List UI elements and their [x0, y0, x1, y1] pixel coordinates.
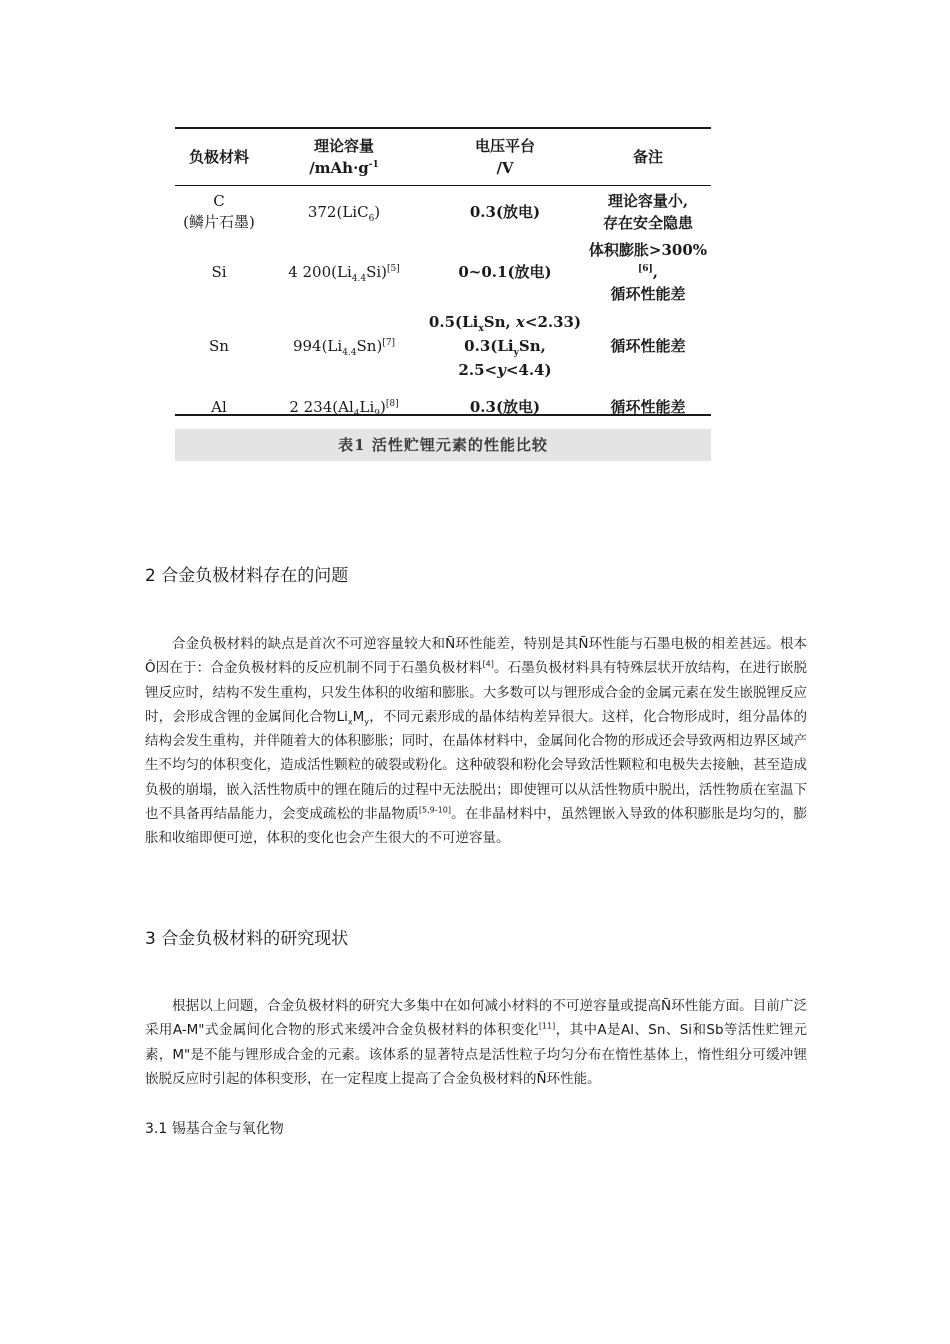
table-row	[175, 305, 711, 387]
section-heading-3: 3 合金负极材料的研究现状	[145, 929, 349, 949]
header-capacity: 理论容量 $/mAh\cdot g^{-1}$	[309, 137, 379, 177]
cell-note: 循环性能差	[610, 398, 686, 416]
cell-voltage: $0.5(Li_xSn$, x<2.33) $0.3(Li_ySn$, 2.5<y<4.4)	[428, 313, 582, 379]
header-note: 备注	[632, 148, 663, 166]
section-2-paragraph: 合金负极材料的缺点是首次不可逆容量较大和Ñ环性能差，特别是其Ñ环性能与石墨电极的相差甚远。根本Ô因在于：合金负极材料的反应机制不同于石墨负极材料[4]。石墨负极材料具有特殊层状开放结构，在进行嵌脱锂反应时，结构不发生重构，只发生体积的收缩和膨胀。大多数可以与锂形成合金的金属元素在发生嵌脱锂反应时，会形成含锂的金属间化合物$Li_xM_y$，不同元素形成的晶体结构差异很大。这样，化合物形成时，组分晶体的结构会发生重构，并伴随着大的体积膨胀；同时，在晶体材料中，金属间化合物的形成还会导致两相边界区域产生不均匀的体积变化，造成活性颗粒的破裂或粉化。这种破裂和粉化会导致活性颗粒和电极失去接触，甚至造成负极的崩塌，嵌入活性物质中的锂在随后的过程中无法脱出；即使锂可以从活性物质中脱出，活性物质在室温下也不具备再结晶能力，会变成疏松的非晶物质[5,9-10]。在非晶材料中，虽然锂嵌入导致的体积膨胀是均匀的，膨胀和收缩即便可逆，体积的变化也会产生很大的不可逆容量。	[145, 636, 808, 847]
cell-capacity: 4 $200(Li_{4.4}Si)[5]$	[288, 263, 400, 284]
cell-material: Al	[211, 397, 227, 416]
cell-note: 体积膨胀>300%[6], 循环性能差	[588, 241, 708, 303]
cell-voltage: 0.3(放电)	[469, 202, 541, 221]
cell-voltage: 0~0.1(放电)	[458, 263, 552, 281]
table-row	[175, 184, 711, 239]
cell-voltage: 0.3(放电)	[469, 398, 541, 416]
section-3-paragraph: 根据以上问题，合金负极材料的研究大多集中在如何减小材料的不可逆容量或提高Ñ环性能方面。目前广泛采用A-M"式金属间化合物的形式来缓冲合金负极材料的体积变化[11]，其中A是Al、Sn、Si和Sb等活性贮锂元素，M"是不能与锂形成合金的元素。该体系的显著特点是活性粒子均匀分布在惰性基体上，惰性组分可缓冲锂嵌脱反应时引起的体积变形，在一定程度上提高了合金负极材料的Ñ环性能。	[145, 998, 807, 1087]
cell-capacity: 2 $234(Al_4Li_9)[8]$	[289, 398, 399, 419]
table-figure	[175, 127, 711, 461]
table-row	[175, 387, 711, 427]
table-caption: 表1 活性贮锂元素的性能比较	[175, 429, 711, 461]
table-header-row	[175, 130, 711, 184]
cell-capacity: $994(Li_{4.4}Sn)[7]$	[292, 337, 396, 358]
cell-material: Si	[211, 262, 227, 281]
header-voltage: 电压平台 /V	[474, 137, 535, 177]
table-row	[175, 239, 711, 305]
section-heading-2: 2 合金负极材料存在的问题	[145, 566, 349, 586]
section-heading-3-1: 3.1 锡基合金与氧化物	[145, 1121, 284, 1137]
table-top-rule	[175, 127, 711, 129]
properties-table	[175, 130, 711, 427]
cell-material: Sn	[209, 336, 229, 355]
cell-note: 理论容量小, 存在安全隐患	[602, 191, 693, 232]
cell-note: 循环性能差	[610, 337, 686, 355]
cell-capacity: 372(LiC$_6$)	[307, 202, 381, 224]
cell-material: C (鳞片石墨)	[183, 191, 255, 231]
header-material: 负极材料	[188, 148, 249, 166]
